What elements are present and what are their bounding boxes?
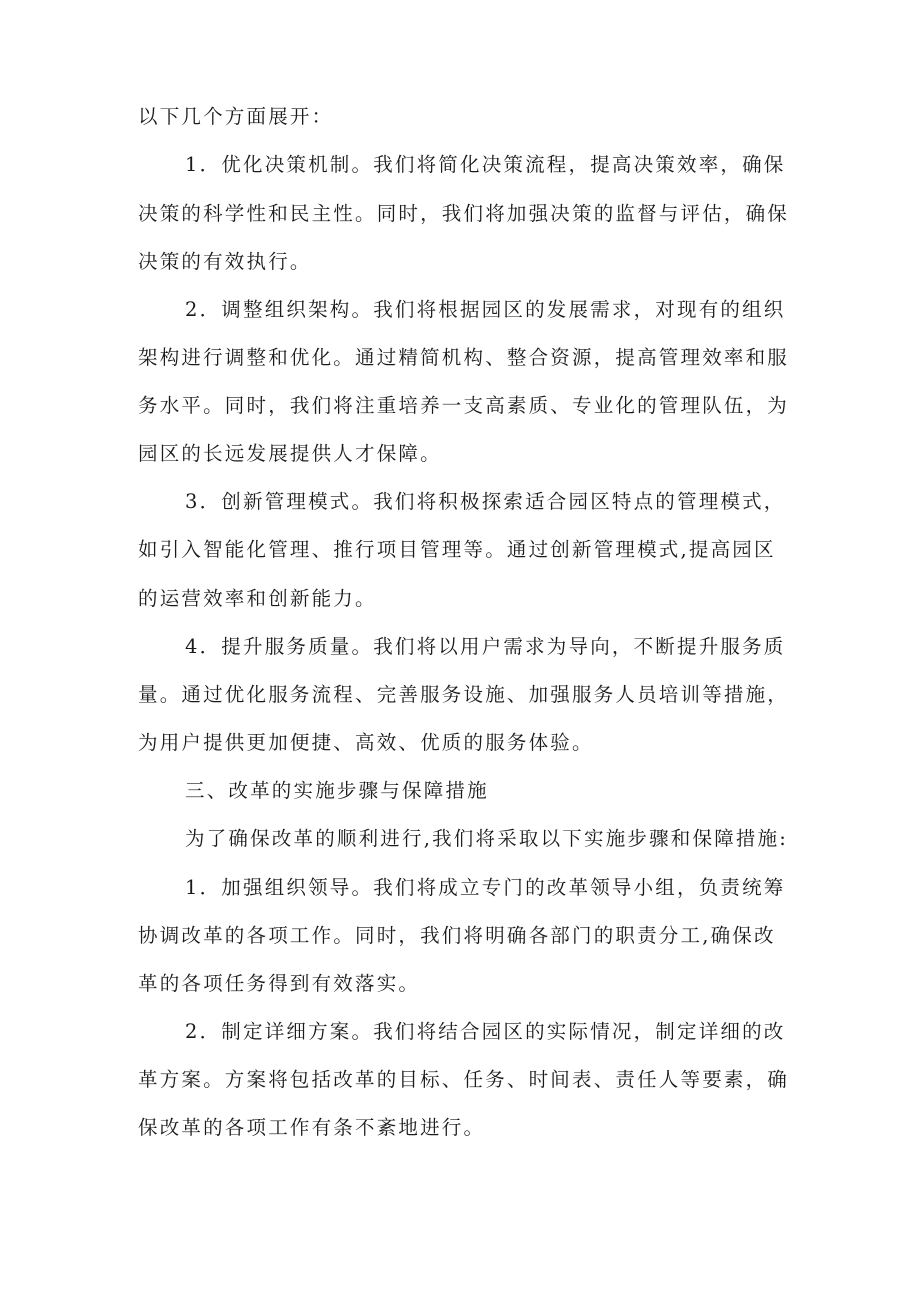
step-1-line-2: 协调改革的各项工作。同时，我们将明确各部门的职责分工,确保改 <box>138 924 776 947</box>
item-2-line-1: 2．调整组织架构。我们将根据园区的发展需求，对现有的组织 <box>185 298 786 321</box>
section-heading: 三、改革的实施步骤与保障措施 <box>185 779 489 802</box>
step-2-line-3: 保改革的各项工作有条不紊地进行。 <box>138 1116 486 1139</box>
item-1-line-2: 决策的科学性和民主性。同时，我们将加强决策的监督与评估，确保 <box>138 202 790 225</box>
step-2-line-2: 革方案。方案将包括改革的目标、任务、时间表、责任人等要素，确 <box>138 1068 790 1091</box>
step-2-line-1: 2．制定详细方案。我们将结合园区的实际情况，制定详细的改 <box>185 1020 786 1043</box>
item-2-line-2: 架构进行调整和优化。通过精简机构、整合资源，提高管理效率和服 <box>138 346 790 369</box>
step-1-line-3: 革的各项任务得到有效落实。 <box>138 972 421 995</box>
item-2-line-4: 园区的长远发展提供人才保障。 <box>138 442 442 465</box>
item-2-line-3: 务水平。同时，我们将注重培养一支高素质、专业化的管理队伍，为 <box>138 394 790 417</box>
item-3-line-2: 如引入智能化管理、推行项目管理等。通过创新管理模式,提高园区 <box>138 538 776 561</box>
item-4-line-2: 量。通过优化服务流程、完善服务设施、加强服务人员培训等措施， <box>138 683 790 706</box>
section-intro: 为了确保改革的顺利进行,我们将采取以下实施步骤和保障措施: <box>185 827 789 850</box>
item-3-line-3: 的运营效率和创新能力。 <box>138 587 377 610</box>
item-1-line-1: 1．优化决策机制。我们将简化决策流程，提高决策效率，确保 <box>185 153 786 176</box>
step-1-line-1: 1．加强组织领导。我们将成立专门的改革领导小组，负责统筹 <box>185 876 786 899</box>
item-3-line-1: 3．创新管理模式。我们将积极探索适合园区特点的管理模式， <box>185 490 786 513</box>
item-1-line-3: 决策的有效执行。 <box>138 250 312 273</box>
item-4-line-1: 4．提升服务质量。我们将以用户需求为导向，不断提升服务质 <box>185 635 786 658</box>
item-4-line-3: 为用户提供更加便捷、高效、优质的服务体验。 <box>138 731 594 754</box>
text-line-intro: 以下几个方面展开： <box>138 105 334 128</box>
